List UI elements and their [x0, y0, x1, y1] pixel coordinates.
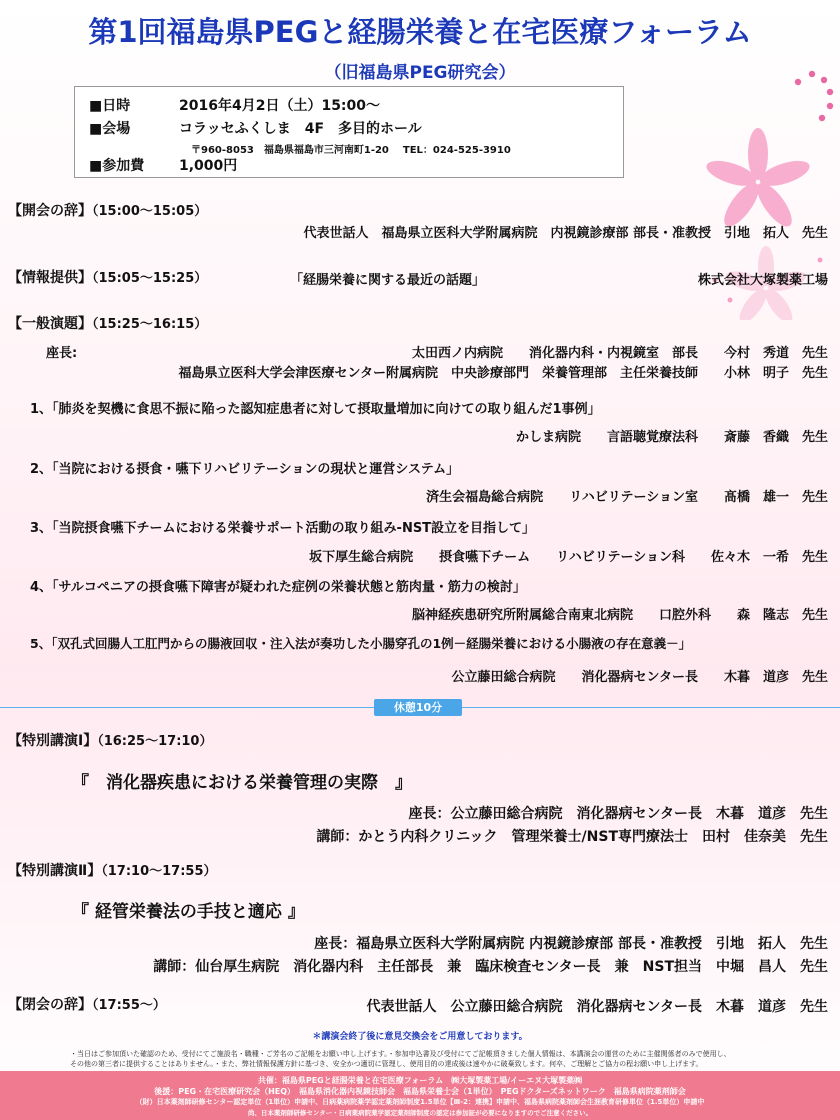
page-title: 第1回福島県PEGと経腸栄養と在宅医療フォーラム — [88, 15, 752, 49]
event-info-box — [74, 86, 624, 178]
talk-1-title: 1、「肺炎を契機に食思不振に陥った認知症患者に対して摂取量増加に向けての取り組んだ1事例」 — [30, 402, 601, 417]
footer-credits-note: 尚、日本薬剤師研修センター・日病薬病院薬学認定薬剤師制度の認定は参加証が必要になりますのでご注意ください。 — [247, 1109, 593, 1117]
venue-label: ■会場 — [89, 121, 131, 137]
special2-heading-label: 【特別講演Ⅱ】 — [8, 863, 102, 879]
talk-2-speaker: 済生会福島総合病院 リハビリテーション室 髙橋 雄一 先生 — [426, 490, 828, 505]
page-subtitle: （旧福島県PEG研究会） — [324, 63, 516, 83]
address-line — [191, 141, 525, 156]
address: 〒960-8053 福島県福島市三河南町1-20 — [191, 145, 389, 156]
general-heading-label: 【一般演題】 — [8, 316, 92, 332]
info-session-topic: 「経腸栄養に関する最近の話題」 — [290, 273, 486, 288]
chair-2: 福島県立医科大学会津医療センター附属病院 中央診療部門 栄養管理部 主任栄養技師 小林 明子 先生 — [178, 366, 828, 381]
closing-heading-label: 【閉会の辞】 — [8, 997, 92, 1013]
reception-note: ＊講演会終了後に意見交換会をご用意しております。 — [312, 1032, 528, 1042]
chair-label: 座長: — [46, 346, 78, 361]
opening-heading — [8, 200, 207, 220]
date-label: ■日時 — [89, 98, 131, 114]
footer-credits: （財）日本薬剤師研修センター認定単位（1単位）申請中、日病薬病院薬学認定薬剤師制度1.5単位【Ⅲ-2：連携】申請中、福島県病院薬剤師会生涯教育研修単位（1.5単位）申請中 — [135, 1098, 705, 1106]
info-session-company: 株式会社大塚製薬工場 — [697, 273, 828, 288]
footer-band — [0, 1071, 840, 1120]
opening-time: （15:00～15:05） — [92, 204, 208, 219]
talk-5-title: 5、「双孔式回腸人工肛門からの腸液回収・注入法が奏功した小腸穿孔の1例－経腸栄養における小腸液の存在意義－」 — [30, 636, 692, 651]
fine-print-1: ・当日はご参加頂いた確認のため、受付にてご施設名・職種・ご芳名のご記帳をお願い申し上げます。・参加申込書及び受付にてご記帳頂きました個人情報は、本講演会の運営のために主催関係者のみで使用し、 — [70, 1050, 731, 1058]
date-row — [89, 95, 380, 115]
special1-heading — [8, 730, 212, 750]
talk-1-speaker: かしま病院 言語聴覚療法科 斎藤 香織 先生 — [515, 430, 828, 445]
footer-support: 後援：PEG・在宅医療研究会（HEQ） 福島県消化器内視鏡技師会 福島県栄養士会（1単位） PEGドクターズネットワーク 福島県病院薬剤師会 — [154, 1087, 686, 1096]
talk-5-speaker: 公立藤田総合病院 消化器病センター長 木暮 道彦 先生 — [451, 670, 828, 685]
special1-time: （16:25～17:10） — [97, 734, 213, 749]
special1-chair: 座長：公立藤田総合病院 消化器病センター長 木暮 道彦 先生 — [408, 806, 828, 822]
special2-heading — [8, 860, 217, 880]
tel: TEL：024-525-3910 — [402, 145, 511, 156]
general-time: （15:25～16:15） — [92, 317, 208, 332]
venue-value: コラッセふくしま 4F 多目的ホール — [179, 121, 422, 137]
special2-time: （17:10～17:55） — [101, 864, 217, 879]
fee-label: ■参加費 — [89, 158, 145, 174]
special2-chair: 座長：福島県立医科大学附属病院 内視鏡診療部 部長・准教授 引地 拓人 先生 — [314, 936, 828, 952]
special1-title: 『 消化器疾患における栄養管理の実際 』 — [72, 773, 412, 793]
opening-heading-label: 【開会の辞】 — [8, 203, 92, 219]
talk-2-title: 2、「当院における摂食・嚥下リハビリテーションの現状と運営システム」 — [30, 462, 460, 477]
special2-title: 『 経管栄養法の手技と適応 』 — [72, 902, 305, 922]
venue-row — [89, 118, 422, 138]
break-badge: 休憩10分 — [374, 699, 462, 716]
talk-3-speaker: 坂下厚生総合病院 摂食嚥下チーム リハビリテーション科 佐々木 一希 先生 — [309, 550, 828, 565]
fee-value: 1,000円 — [179, 158, 238, 174]
special2-lecturer: 講師：仙台厚生病院 消化器内科 主任部長 兼 臨床検査センター長 兼 NST担当 中堀 昌人 先生 — [153, 959, 828, 975]
footer-cohost: 共催：福島県PEGと経腸栄養と在宅医療フォーラム ㈱大塚製薬工場/イーエヌ大塚製薬㈱ — [257, 1076, 583, 1085]
special1-lecturer: 講師：かとう内科クリニック 管理栄養士/NST専門療法士 田村 佳奈美 先生 — [316, 829, 828, 845]
fee-row — [89, 155, 237, 175]
chair-1: 太田西ノ内病院 消化器内科・内視鏡室 部長 今村 秀道 先生 — [411, 346, 828, 361]
date-value: 2016年4月2日（土）15:00～ — [179, 98, 381, 114]
closing-time: （17:55～） — [92, 998, 166, 1013]
closing-speaker: 代表世話人 公立藤田総合病院 消化器病センター長 木暮 道彦 先生 — [366, 999, 828, 1015]
talk-4-title: 4、「サルコペニアの摂食嚥下障害が疑われた症例の栄養状態と筋肉量・筋力の検討」 — [30, 580, 526, 595]
info-session-heading-label: 【情報提供】 — [8, 270, 92, 286]
talk-4-speaker: 脳神経疾患研究所附属総合南東北病院 口腔外科 森 隆志 先生 — [411, 608, 828, 623]
talk-3-title: 3、「当院摂食嚥下チームにおける栄養サポート活動の取り組み-NST設立を目指して」 — [30, 521, 536, 536]
closing-heading — [8, 994, 166, 1014]
special1-heading-label: 【特別講演Ⅰ】 — [8, 733, 98, 749]
info-session-time: （15:05～15:25） — [92, 271, 208, 286]
general-heading — [8, 313, 207, 333]
info-session-heading — [8, 267, 207, 287]
fine-print-2: その他の第三者に提供することはありません。・また、弊社情報保護方針に基づき、安全かつ適切に管理し、使用目的の達成後は速やかに破棄致します。何卒、ご理解とご協力の程お願い申し上げます。 — [70, 1060, 703, 1068]
opening-speaker: 代表世話人 福島県立医科大学附属病院 内視鏡診療部 部長・准教授 引地 拓人 先生 — [303, 226, 828, 241]
